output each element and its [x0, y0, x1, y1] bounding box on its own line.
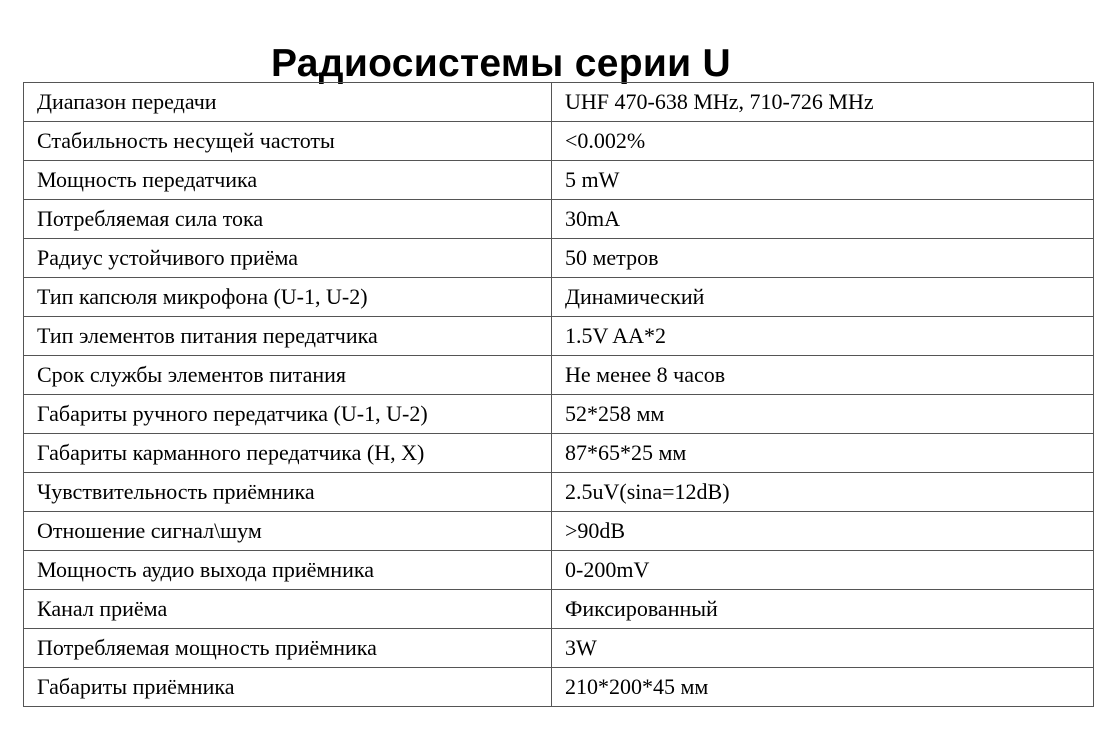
- table-row: [24, 278, 1094, 317]
- param-cell: Тип капсюля микрофона (U-1, U-2): [24, 278, 552, 317]
- table-row: [24, 551, 1094, 590]
- value-cell: 3W: [552, 629, 1094, 668]
- table-row: [24, 83, 1094, 122]
- value-cell: Динамический: [552, 278, 1094, 317]
- param-cell: Мощность передатчика: [24, 161, 552, 200]
- value-cell: >90dB: [552, 512, 1094, 551]
- value-cell: 5 mW: [552, 161, 1094, 200]
- table-row: [24, 512, 1094, 551]
- table-row: [24, 122, 1094, 161]
- param-cell: Потребляемая мощность приёмника: [24, 629, 552, 668]
- param-cell: Чувствительность приёмника: [24, 473, 552, 512]
- table-row: [24, 356, 1094, 395]
- table-row: [24, 161, 1094, 200]
- table-row: [24, 434, 1094, 473]
- value-cell: 87*65*25 мм: [552, 434, 1094, 473]
- param-cell: Габариты карманного передатчика (H, X): [24, 434, 552, 473]
- param-cell: Габариты приёмника: [24, 668, 552, 707]
- param-cell: Отношение сигнал\шум: [24, 512, 552, 551]
- value-cell: 0-200mV: [552, 551, 1094, 590]
- table-row: [24, 395, 1094, 434]
- value-cell: Не менее 8 часов: [552, 356, 1094, 395]
- value-cell: 30mA: [552, 200, 1094, 239]
- param-cell: Стабильность несущей частоты: [24, 122, 552, 161]
- value-cell: 50 метров: [552, 239, 1094, 278]
- value-cell: 1.5V AA*2: [552, 317, 1094, 356]
- table-row: [24, 590, 1094, 629]
- param-cell: Радиус устойчивого приёма: [24, 239, 552, 278]
- table-row: [24, 200, 1094, 239]
- table-row: [24, 668, 1094, 707]
- value-cell: 52*258 мм: [552, 395, 1094, 434]
- param-cell: Мощность аудио выхода приёмника: [24, 551, 552, 590]
- value-cell: 210*200*45 мм: [552, 668, 1094, 707]
- param-cell: Диапазон передачи: [24, 83, 552, 122]
- value-cell: Фиксированный: [552, 590, 1094, 629]
- value-cell: <0.002%: [552, 122, 1094, 161]
- param-cell: Тип элементов питания передатчика: [24, 317, 552, 356]
- value-cell: UHF 470-638 MHz, 710-726 MHz: [552, 83, 1094, 122]
- param-cell: Потребляемая сила тока: [24, 200, 552, 239]
- param-cell: Срок службы элементов питания: [24, 356, 552, 395]
- spec-table-body: [24, 83, 1094, 707]
- table-row: [24, 473, 1094, 512]
- page-title: Радиосистемы серии U: [270, 42, 731, 86]
- param-cell: Канал приёма: [24, 590, 552, 629]
- param-cell: Габариты ручного передатчика (U-1, U-2): [24, 395, 552, 434]
- table-row: [24, 239, 1094, 278]
- spec-table: [23, 82, 1094, 707]
- table-row: [24, 317, 1094, 356]
- table-row: [24, 629, 1094, 668]
- value-cell: 2.5uV(sina=12dB): [552, 473, 1094, 512]
